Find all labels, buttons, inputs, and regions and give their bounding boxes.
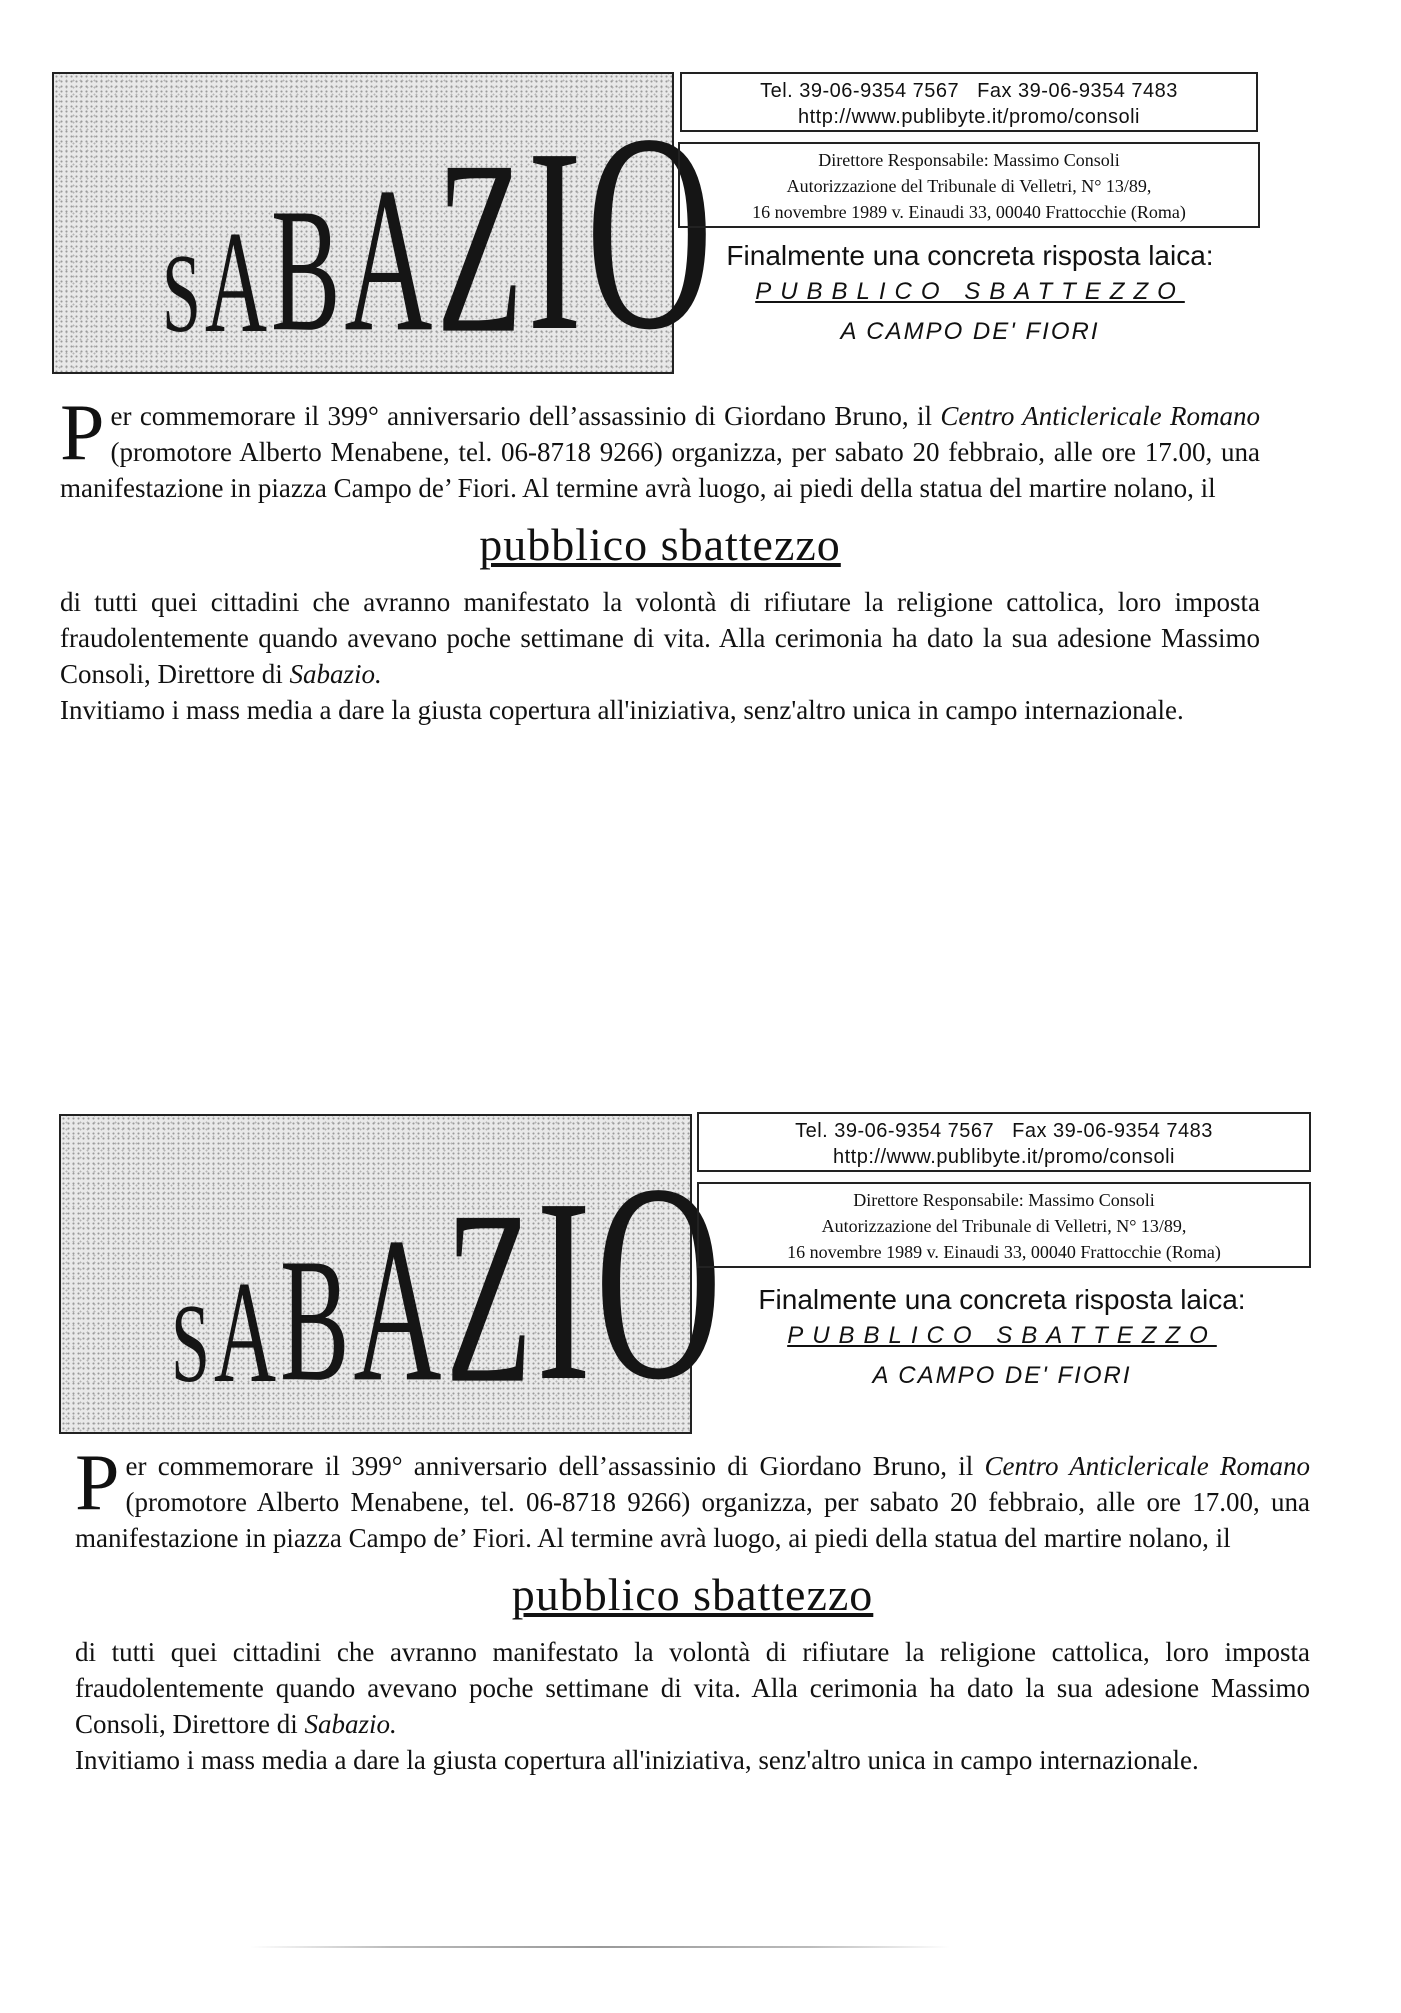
intro-text: er commemorare il 399° anniversario dell’assassinio di Giordano Bruno, il bbox=[110, 401, 941, 431]
magazine-name: Sabazio. bbox=[304, 1709, 397, 1739]
logo-letter: A bbox=[213, 1250, 277, 1414]
phone: Tel. 39-06-9354 7567 bbox=[760, 80, 960, 102]
second-text: di tutti quei cittadini che avranno manifestato la volontà di rifiutare la religione cattolica, loro imposta fraudolentemente quando avevano poche settimane di vita. Alla cerimonia ha dato la sua adesione Massimo Consoli, Direttore di bbox=[75, 1637, 1310, 1739]
logo-letter: B bbox=[271, 173, 341, 369]
headline-line2: PUBBLICO SBATTEZZO bbox=[787, 1322, 1217, 1349]
intro-text-rest: (promotore Alberto Menabene, tel. 06-8718 9266) organizza, per sabato 20 febbraio, alle ore 17.00, una manifestazione in piazza Campo de’ Fiori. Al termine avrà luogo, ai piedi della statua del martire nolano, il bbox=[75, 1487, 1310, 1553]
address-line: 16 novembre 1989 v. Einaudi 33, 00040 Frattocchie (Roma) bbox=[752, 202, 1186, 222]
centro-name: Centro Anticlericale Romano bbox=[940, 401, 1260, 431]
website-url[interactable]: http://www.publibyte.it/promo/consoli bbox=[798, 106, 1140, 128]
logo-letter: S bbox=[162, 232, 201, 357]
fax: Fax 39-06-9354 7483 bbox=[977, 80, 1178, 102]
logo-letter: S bbox=[171, 1282, 210, 1407]
logo-wordmark bbox=[171, 1127, 723, 1440]
logo-letter: Z bbox=[445, 1158, 533, 1435]
fax: Fax 39-06-9354 7483 bbox=[1012, 1120, 1213, 1142]
sabazio-logo bbox=[52, 72, 714, 390]
logo-wordmark bbox=[162, 77, 714, 390]
editor-info-box bbox=[697, 1182, 1311, 1268]
website-url[interactable]: http://www.publibyte.it/promo/consoli bbox=[833, 1146, 1175, 1168]
headline-line3: A CAMPO DE' FIORI bbox=[872, 1362, 1132, 1389]
flyer-top bbox=[0, 0, 1401, 983]
logo-letter: O bbox=[594, 1127, 723, 1440]
logo-letter: A bbox=[353, 1195, 442, 1426]
intro-text-rest: (promotore Alberto Menabene, tel. 06-8718 9266) organizza, per sabato 20 febbraio, alle ore 17.00, una manifestazione in piazza Campo de’ Fiori. Al termine avrà luogo, ai piedi della statua del martire nolano, il bbox=[60, 437, 1260, 503]
sabazio-logo bbox=[59, 1114, 723, 1440]
scan-smudge bbox=[250, 1946, 950, 1948]
intro-paragraph bbox=[75, 1439, 1310, 1556]
dropcap: P bbox=[75, 1439, 120, 1527]
contact-box bbox=[697, 1112, 1311, 1172]
headline bbox=[640, 238, 1300, 354]
dropcap: P bbox=[60, 389, 105, 477]
logo-letter: I bbox=[536, 1145, 591, 1436]
body-text bbox=[60, 389, 1260, 728]
headline-line2: PUBBLICO SBATTEZZO bbox=[755, 278, 1185, 305]
authorization-line: Autorizzazione del Tribunale di Velletri, N° 13/89, bbox=[786, 176, 1152, 196]
editor-line: Direttore Responsabile: Massimo Consoli bbox=[818, 150, 1120, 170]
editor-info-box bbox=[678, 142, 1260, 228]
headline-line1: Finalmente una concreta risposta laica: bbox=[758, 1284, 1246, 1315]
logo-letter: A bbox=[344, 145, 433, 376]
authorization-line: Autorizzazione del Tribunale di Velletri, N° 13/89, bbox=[821, 1216, 1187, 1236]
event-title: pubblico sbattezzo bbox=[511, 1569, 874, 1620]
logo-letter: Z bbox=[436, 108, 524, 385]
flyer-bottom bbox=[0, 1030, 1401, 2013]
centro-name: Centro Anticlericale Romano bbox=[984, 1451, 1310, 1481]
logo-letter: A bbox=[204, 200, 268, 364]
phone: Tel. 39-06-9354 7567 bbox=[795, 1120, 995, 1142]
intro-paragraph bbox=[60, 389, 1260, 506]
magazine-name: Sabazio. bbox=[289, 659, 382, 689]
event-title: pubblico sbattezzo bbox=[479, 519, 841, 570]
media-invite: Invitiamo i mass media a dare la giusta copertura all'iniziativa, senz'altro unica in campo internazionale. bbox=[75, 1745, 1199, 1775]
second-text: di tutti quei cittadini che avranno manifestato la volontà di rifiutare la religione cattolica, loro imposta fraudolentemente quando avevano poche settimane di vita. Alla cerimonia ha dato la sua adesione Massimo Consoli, Direttore di bbox=[60, 587, 1260, 689]
intro-text: er commemorare il 399° anniversario dell’assassinio di Giordano Bruno, il bbox=[125, 1451, 985, 1481]
second-paragraph bbox=[60, 584, 1260, 692]
headline-line1: Finalmente una concreta risposta laica: bbox=[726, 240, 1214, 271]
logo-letter: O bbox=[585, 77, 714, 390]
headline bbox=[662, 1282, 1342, 1398]
contact-box bbox=[680, 72, 1258, 132]
address-line: 16 novembre 1989 v. Einaudi 33, 00040 Frattocchie (Roma) bbox=[787, 1242, 1221, 1262]
media-invite: Invitiamo i mass media a dare la giusta copertura all'iniziativa, senz'altro unica in campo internazionale. bbox=[60, 695, 1184, 725]
logo-letter: B bbox=[280, 1223, 350, 1419]
editor-line: Direttore Responsabile: Massimo Consoli bbox=[853, 1190, 1155, 1210]
logo-letter: I bbox=[527, 95, 582, 386]
headline-line3: A CAMPO DE' FIORI bbox=[840, 318, 1100, 345]
second-paragraph bbox=[75, 1634, 1310, 1742]
body-text bbox=[75, 1439, 1310, 1778]
